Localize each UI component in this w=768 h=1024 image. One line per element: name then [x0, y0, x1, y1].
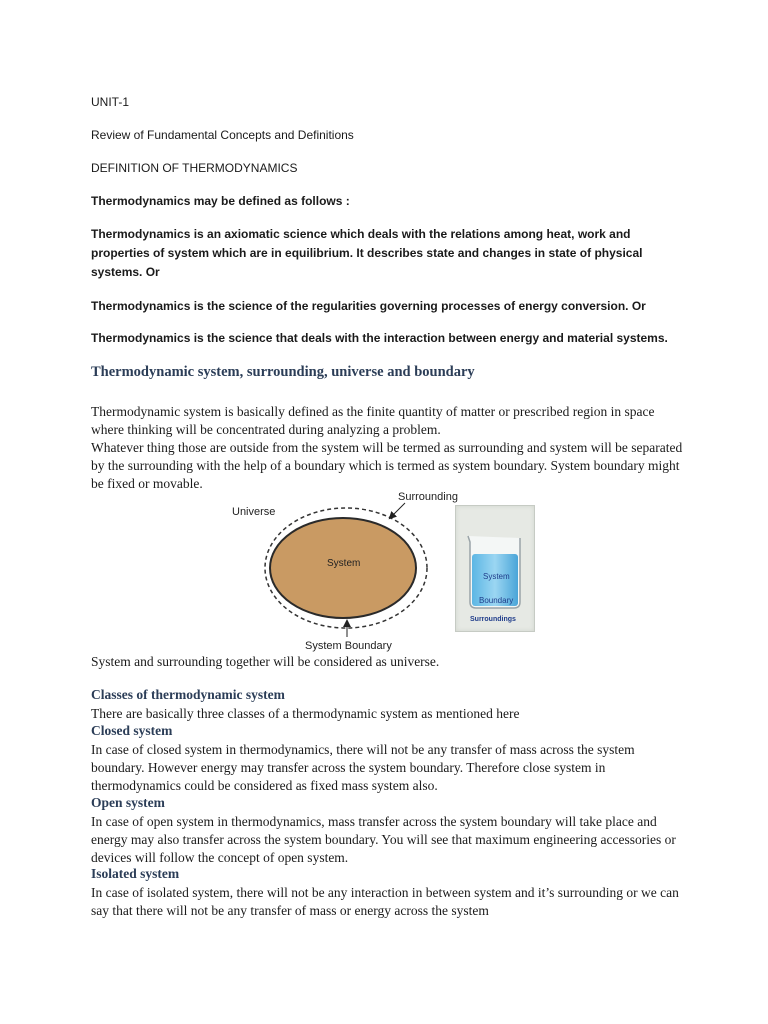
- open-system-text: In case of open system in thermodynamics, mass transfer across the system boundary will take place and energy may also transfer across the system boundary. You will see that maximum engineering accessories or devices will follow the concept of open system.: [91, 814, 676, 865]
- beaker-graphic: [456, 506, 534, 631]
- beaker-surroundings-label: Surroundings: [470, 616, 516, 623]
- definition-2: Thermodynamics is the science of the regularities governing processes of energy conversion. Or: [91, 299, 646, 313]
- system-boundary-label: System Boundary: [305, 640, 392, 652]
- open-system-heading: Open system: [91, 795, 165, 810]
- beaker-illustration: [455, 505, 535, 632]
- unit-label: UNIT-1: [91, 95, 130, 109]
- isolated-system-heading: Isolated system: [91, 866, 180, 881]
- section-heading: Thermodynamic system, surrounding, universe and boundary: [91, 364, 475, 380]
- paragraph-surrounding: Whatever thing those are outside from the system will be termed as surrounding and system will be separated by the surrounding with the help of a boundary which is termed as system boundary. System boundary might be fixed or movable.: [91, 440, 683, 491]
- definition-heading: DEFINITION OF THERMODYNAMICS: [91, 161, 298, 175]
- surrounding-arrow: [390, 503, 405, 518]
- beaker-boundary-label: Boundary: [479, 596, 514, 605]
- system-label: System: [327, 558, 361, 569]
- closed-system-text: In case of closed system in thermodynamics, there will not be any transfer of mass across the system boundary. However energy may transfer across the system boundary. Therefore close system in thermodynamics could be considered as fixed mass system also.: [91, 742, 635, 793]
- defined-as-text: Thermodynamics may be defined as follows :: [91, 194, 350, 208]
- classes-intro: There are basically three classes of a thermodynamic system as mentioned here: [91, 706, 520, 721]
- closed-system-heading: Closed system: [91, 723, 173, 738]
- isolated-system-text: In case of isolated system, there will not be any interaction in between system and it’s surrounding or we can say that there will not be any transfer of mass or energy across the system: [91, 885, 679, 918]
- universe-label: Universe: [232, 506, 276, 518]
- definition-1: Thermodynamics is an axiomatic science which deals with the relations among heat, work and properties of system which are in equilibrium. It describes state and changes in state of physical systems. Or: [91, 227, 643, 279]
- review-title: Review of Fundamental Concepts and Definitions: [91, 128, 354, 142]
- beaker-system-label: System: [483, 572, 510, 581]
- definition-3: Thermodynamics is the science that deals with the interaction between energy and material systems.: [91, 331, 668, 345]
- classes-heading: Classes of thermodynamic system: [91, 687, 285, 702]
- surrounding-label: Surrounding: [398, 491, 458, 503]
- universe-sentence: System and surrounding together will be considered as universe.: [91, 654, 440, 669]
- paragraph-system-definition: Thermodynamic system is basically defined as the finite quantity of matter or prescribed region in space where thinking will be concentrated during analyzing a problem.: [91, 404, 655, 437]
